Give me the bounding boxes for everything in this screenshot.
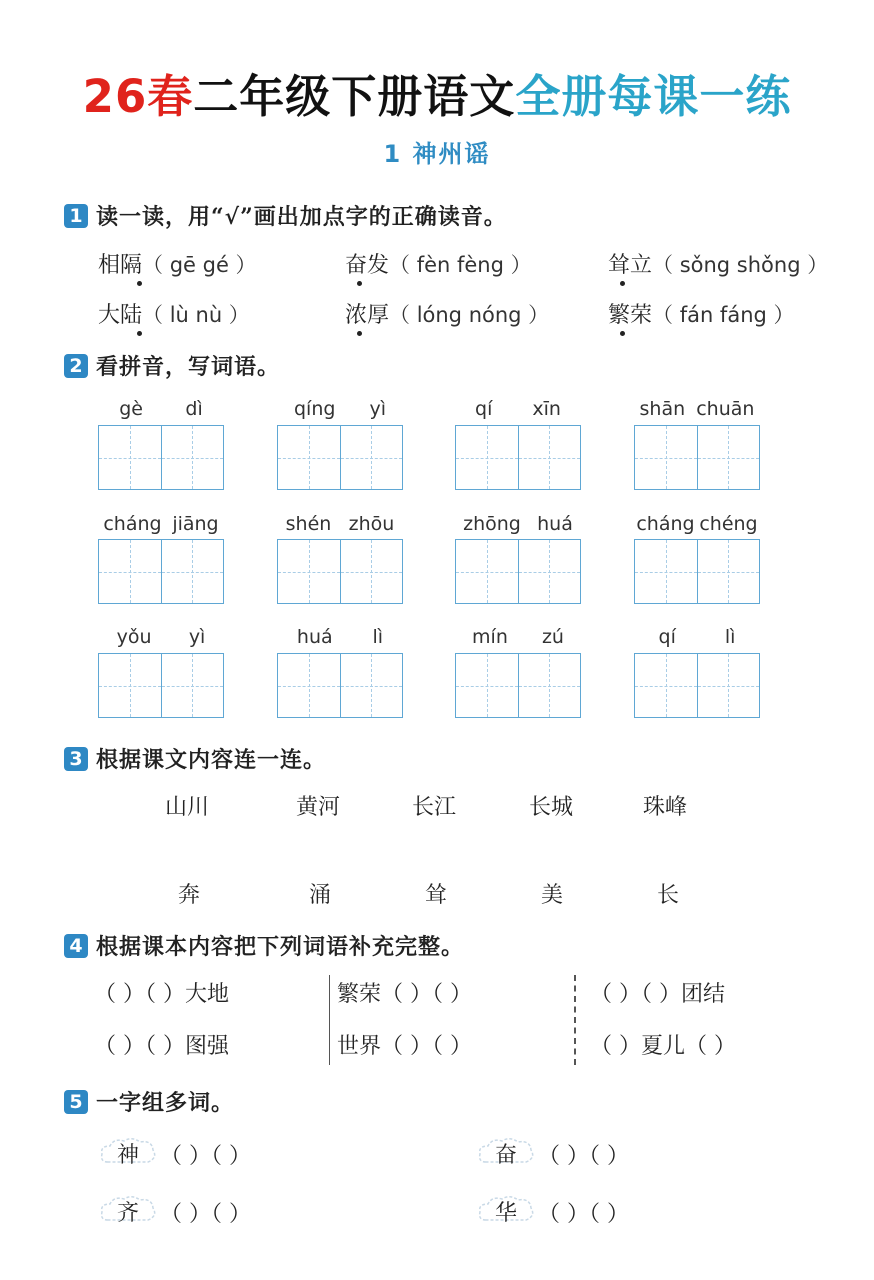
- character-badge: [98, 1134, 158, 1172]
- pinyin-prompt: cháng chéng: [636, 513, 758, 535]
- emphasis-dot: [620, 331, 625, 336]
- q1-item: [98, 298, 250, 329]
- pinyin-prompt: mín zú: [472, 626, 564, 648]
- q3-text: 根据课文内容连一连。: [96, 747, 327, 773]
- word-blanks[interactable]: （ ）（ ）: [538, 1202, 629, 1227]
- writing-grid[interactable]: [634, 653, 760, 718]
- q1-item: [98, 248, 257, 279]
- pinyin-prompt: qíng yì: [294, 398, 386, 420]
- base-character: 神: [116, 1142, 139, 1168]
- writing-grid[interactable]: [98, 425, 224, 490]
- base-character: 华: [494, 1200, 517, 1226]
- pinyin-prompt: cháng jiāng: [103, 513, 219, 535]
- character-badge: [476, 1192, 536, 1230]
- writing-grid[interactable]: [634, 425, 760, 490]
- match-top-word[interactable]: 山川: [165, 795, 210, 820]
- page-title: [0, 60, 874, 125]
- fill-blank-phrase[interactable]: （ ）（ ）图强: [94, 1034, 229, 1059]
- emphasis-dot: [137, 281, 142, 286]
- writing-grid[interactable]: [455, 425, 581, 490]
- pinyin-prompt: qí xīn: [475, 398, 561, 420]
- base-character: 齐: [116, 1200, 139, 1226]
- q1-pinyin-choice[interactable]: （ lù nù ）: [142, 303, 250, 327]
- title-black: 二年级下册语文: [193, 70, 516, 123]
- q1-word: 奋发: [345, 253, 390, 278]
- emphasis-dot: [137, 331, 142, 336]
- q1-pinyin-choice[interactable]: （ fèn fèng ）: [389, 253, 532, 277]
- writing-grid[interactable]: [277, 425, 403, 490]
- q1-item: [608, 248, 828, 279]
- q1-word: 浓厚: [345, 303, 390, 328]
- pinyin-prompt: gè dì: [119, 398, 203, 420]
- q2-badge: 2: [64, 354, 88, 378]
- emphasis-dot: [357, 281, 362, 286]
- word-blanks[interactable]: （ ）（ ）: [160, 1202, 251, 1227]
- q1-pinyin-choice[interactable]: （ fán fáng ）: [652, 303, 795, 327]
- q5-heading: [64, 1086, 234, 1117]
- character-badge: [476, 1134, 536, 1172]
- q1-word: 耸立: [608, 253, 653, 278]
- fill-blank-phrase[interactable]: （ ）（ ）团结: [590, 982, 725, 1007]
- q3-badge: 3: [64, 747, 88, 771]
- pinyin-prompt: yǒu yì: [116, 626, 206, 648]
- match-bottom-word[interactable]: 美: [541, 883, 564, 908]
- title-red: 26春: [82, 70, 194, 123]
- q4-heading: [64, 930, 464, 961]
- match-top-word[interactable]: 珠峰: [643, 795, 688, 820]
- q2-heading: [64, 350, 280, 381]
- lesson-title: 1 神州谣: [383, 140, 491, 168]
- match-bottom-word[interactable]: 长: [657, 883, 680, 908]
- q2-text: 看拼音，写词语。: [96, 354, 281, 380]
- q1-item: [345, 298, 549, 329]
- match-bottom-word[interactable]: 涌: [309, 883, 332, 908]
- q1-heading: [64, 200, 507, 231]
- pinyin-prompt: shén zhōu: [285, 513, 395, 535]
- word-blanks[interactable]: （ ）（ ）: [160, 1144, 251, 1169]
- fill-blank-phrase[interactable]: （ ）夏儿（ ）: [590, 1034, 736, 1059]
- match-top-word[interactable]: 黄河: [296, 795, 341, 820]
- q1-pinyin-choice[interactable]: （ gē gé ）: [142, 253, 257, 277]
- fill-blank-phrase[interactable]: 繁荣（ ）（ ）: [337, 982, 472, 1007]
- writing-grid[interactable]: [455, 539, 581, 604]
- emphasis-dot: [620, 281, 625, 286]
- emphasis-dot: [357, 331, 362, 336]
- q4-text: 根据课本内容把下列词语补充完整。: [96, 934, 465, 960]
- q1-word: 相隔: [98, 253, 143, 278]
- pinyin-prompt: shān chuān: [639, 398, 755, 420]
- q1-badge: 1: [64, 204, 88, 228]
- writing-grid[interactable]: [634, 539, 760, 604]
- writing-grid[interactable]: [98, 539, 224, 604]
- pinyin-prompt: huá lì: [296, 626, 384, 648]
- q1-item: [345, 248, 532, 279]
- q1-word: 大陆: [98, 303, 143, 328]
- match-top-word[interactable]: 长城: [529, 795, 574, 820]
- q1-word: 繁荣: [608, 303, 653, 328]
- fill-blank-phrase[interactable]: 世界（ ）（ ）: [337, 1034, 472, 1059]
- writing-grid[interactable]: [98, 653, 224, 718]
- word-blanks[interactable]: （ ）（ ）: [538, 1144, 629, 1169]
- q5-text: 一字组多词。: [96, 1090, 235, 1116]
- q1-pinyin-choice[interactable]: （ lóng nóng ）: [389, 303, 550, 327]
- pinyin-prompt: zhōng huá: [463, 513, 573, 535]
- fill-blank-phrase[interactable]: （ ）（ ）大地: [94, 982, 229, 1007]
- writing-grid[interactable]: [277, 539, 403, 604]
- column-divider: [329, 975, 330, 1065]
- writing-grid[interactable]: [455, 653, 581, 718]
- match-bottom-word[interactable]: 耸: [425, 883, 448, 908]
- q1-pinyin-choice[interactable]: （ sǒng shǒng ）: [652, 253, 829, 277]
- q4-badge: 4: [64, 934, 88, 958]
- title-blue: 全册每课一练: [515, 70, 792, 123]
- character-badge: [98, 1192, 158, 1230]
- writing-grid[interactable]: [277, 653, 403, 718]
- q1-item: [608, 298, 795, 329]
- q1-text: 读一读，用“√”画出加点字的正确读音。: [96, 204, 507, 230]
- match-bottom-word[interactable]: 奔: [178, 883, 201, 908]
- match-top-word[interactable]: 长江: [412, 795, 457, 820]
- q5-badge: 5: [64, 1090, 88, 1114]
- pinyin-prompt: qí lì: [658, 626, 736, 648]
- base-character: 奋: [494, 1142, 517, 1168]
- q3-heading: [64, 743, 326, 774]
- column-divider-dashed: [574, 975, 576, 1065]
